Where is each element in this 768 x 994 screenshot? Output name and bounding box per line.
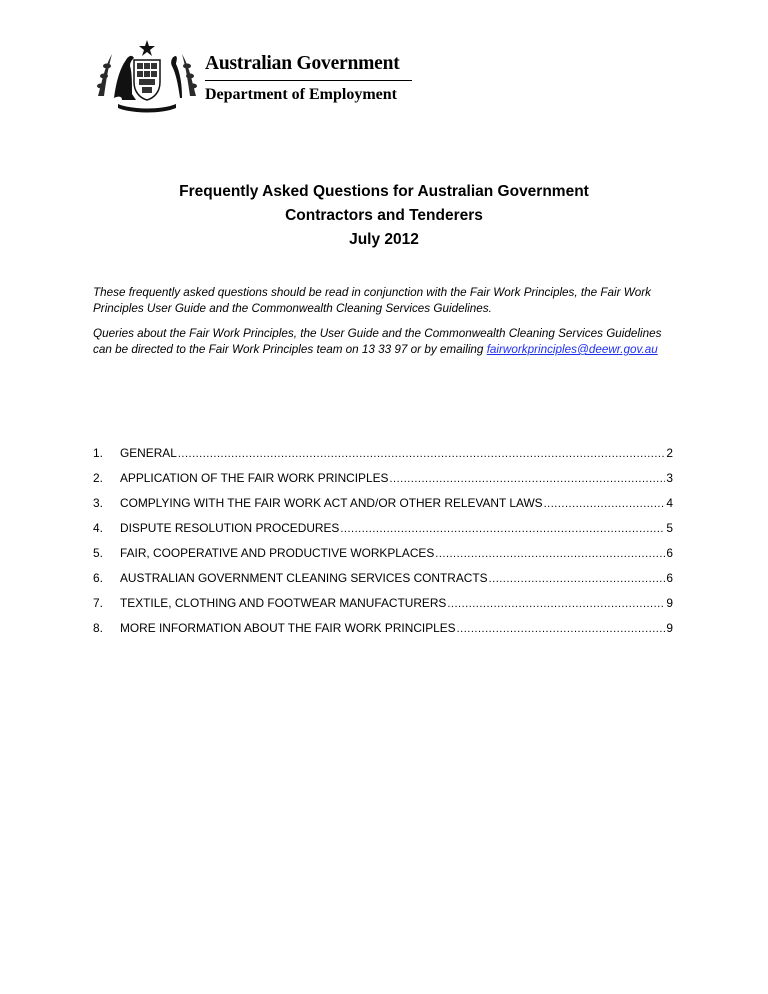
toc-page-number: 6: [666, 571, 673, 585]
toc-page-number: 5: [666, 521, 673, 535]
toc-item-textile[interactable]: [93, 596, 673, 621]
toc-label: APPLICATION OF THE FAIR WORK PRINCIPLES: [120, 471, 389, 485]
toc-page-number: 4: [666, 496, 673, 510]
toc-item-workplaces[interactable]: [93, 546, 673, 571]
intro-paragraph-2: [93, 326, 683, 358]
toc-item-complying[interactable]: [93, 496, 673, 521]
toc-number: 8.: [93, 621, 103, 635]
toc-number: 5.: [93, 546, 103, 560]
toc-label: COMPLYING WITH THE FAIR WORK ACT AND/OR OTHER RELEVANT LAWS: [120, 496, 543, 510]
intro-paragraph-1: These frequently asked questions should be read in conjunction with the Fair Work Principles, the Fair Work Principles User Guide and the Commonwealth Cleaning Services Guidelines.: [93, 286, 652, 315]
toc-leader-dots: [389, 473, 665, 485]
toc-number: 7.: [93, 596, 103, 610]
title-date: July 2012: [349, 231, 419, 248]
coat-of-arms-icon: [92, 38, 202, 116]
toc-label: MORE INFORMATION ABOUT THE FAIR WORK PRINCIPLES: [120, 621, 456, 635]
toc-label: GENERAL: [120, 446, 177, 460]
title-line-2: Contractors and Tenderers: [285, 207, 483, 224]
toc-item-dispute[interactable]: [93, 521, 673, 546]
toc-item-general[interactable]: [93, 446, 673, 471]
intro-section: [93, 285, 683, 367]
email-link[interactable]: fairworkprinciples@deewr.gov.au: [486, 343, 658, 356]
toc-page-number: 9: [666, 596, 673, 610]
toc-item-more-info[interactable]: [93, 621, 673, 646]
table-of-contents: [93, 446, 673, 646]
toc-page-number: 2: [666, 446, 673, 460]
title-line-1: Frequently Asked Questions for Australian Government: [179, 183, 589, 200]
toc-number: 6.: [93, 571, 103, 585]
toc-number: 3.: [93, 496, 103, 510]
contact-text: Queries about the Fair Work Principles, the User Guide and the Commonwealth Cleaning Services Guidelines can be directed to the Fair Work Principles team on 13 33 97 or by emailing: [93, 327, 662, 356]
department-name: Department of Employment: [205, 86, 397, 103]
toc-leader-dots: [447, 598, 665, 610]
toc-leader-dots: [544, 498, 666, 510]
document-title: [0, 180, 768, 252]
toc-number: 1.: [93, 446, 103, 460]
toc-label: FAIR, COOPERATIVE AND PRODUCTIVE WORKPLACES: [120, 546, 435, 560]
header-logo: [92, 38, 422, 116]
toc-leader-dots: [489, 573, 666, 585]
toc-page-number: 9: [666, 621, 673, 635]
toc-number: 4.: [93, 521, 103, 535]
toc-leader-dots: [457, 623, 666, 635]
toc-leader-dots: [340, 523, 665, 535]
toc-number: 2.: [93, 471, 103, 485]
header-divider: [205, 80, 412, 81]
toc-leader-dots: [178, 448, 666, 460]
toc-item-cleaning[interactable]: [93, 571, 673, 596]
toc-label: DISPUTE RESOLUTION PROCEDURES: [120, 521, 340, 535]
toc-page-number: 6: [666, 546, 673, 560]
toc-item-application[interactable]: [93, 471, 673, 496]
toc-page-number: 3: [666, 471, 673, 485]
toc-leader-dots: [435, 548, 665, 560]
toc-label: AUSTRALIAN GOVERNMENT CLEANING SERVICES CONTRACTS: [120, 571, 488, 585]
government-name: Australian Government: [205, 53, 400, 74]
toc-label: TEXTILE, CLOTHING AND FOOTWEAR MANUFACTURERS: [120, 596, 447, 610]
